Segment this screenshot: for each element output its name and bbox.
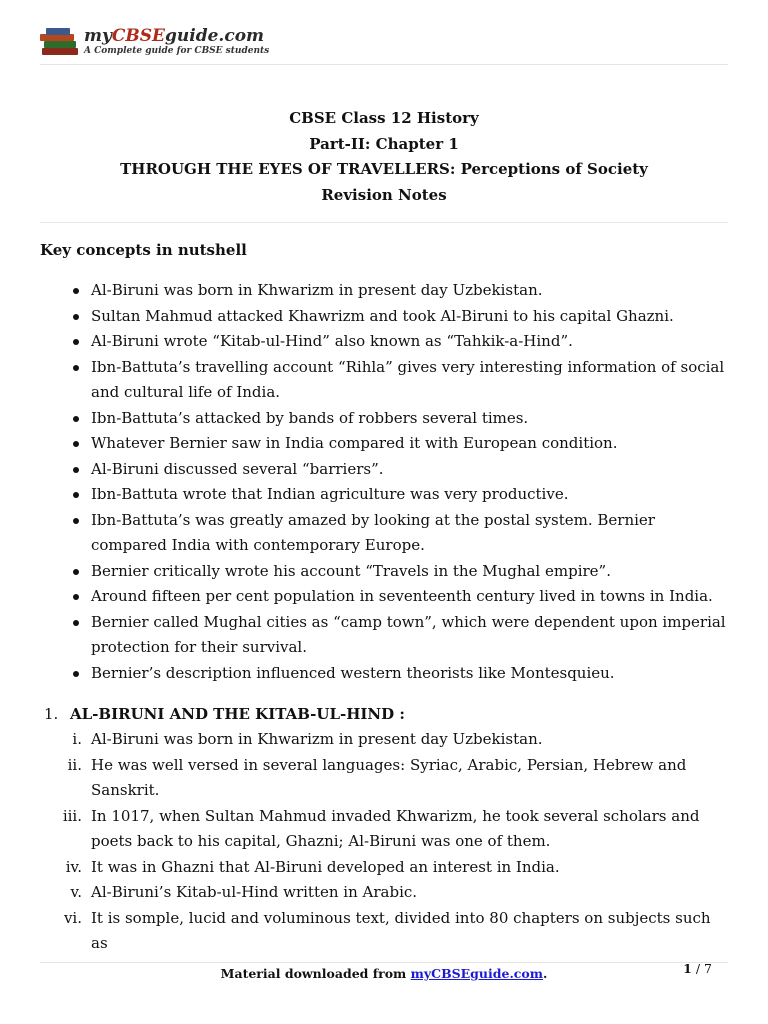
list-item xyxy=(40,906,730,957)
item-number: iv. xyxy=(65,857,82,876)
title-class: CBSE Class 12 History xyxy=(289,109,479,127)
list-item: Whatever Bernier saw in India compared it with European condition. xyxy=(40,431,730,457)
list-item: Al-Biruni wrote “Kitab-ul-Hind” also known as “Tahkik-a-Hind”. xyxy=(40,329,730,355)
section-title: AL-BIRUNI AND THE KITAB-UL-HIND : xyxy=(70,705,405,723)
item-number: iii. xyxy=(62,806,82,825)
item-text: Al-Biruni was born in Khwarizm in present day Uzbekistan. xyxy=(91,730,543,748)
page-header xyxy=(40,24,728,65)
key-concepts-heading: Key concepts in nutshell xyxy=(40,241,247,259)
section-number: 1. xyxy=(44,705,59,723)
page-footer xyxy=(40,962,728,986)
divider xyxy=(40,222,728,223)
item-text: It was in Ghazni that Al-Biruni developed an interest in India. xyxy=(91,857,560,876)
section-heading xyxy=(40,702,405,728)
item-text: He was well versed in several languages: Syriac, Arabic, Persian, Hebrew and Sanskrit. xyxy=(91,755,687,799)
list-item: Ibn-Battuta wrote that Indian agriculture was very productive. xyxy=(40,482,730,508)
list-item: Bernier critically wrote his account “Travels in the Mughal empire”. xyxy=(40,559,730,585)
item-number: vi. xyxy=(63,908,82,927)
list-item: Around fifteen per cent population in seventeenth century lived in towns in India. xyxy=(40,584,730,610)
list-item: Ibn-Battuta’s was greatly amazed by looking at the postal system. Bernier compared India with contemporary Europe. xyxy=(40,508,730,559)
item-number: i. xyxy=(72,730,82,748)
list-item: Al-Biruni discussed several “barriers”. xyxy=(40,457,730,483)
item-text: Al-Biruni’s Kitab-ul-Hind written in Arabic. xyxy=(91,883,418,901)
item-number: v. xyxy=(70,883,82,901)
footer-link[interactable]: myCBSEguide.com xyxy=(410,966,543,981)
list-item xyxy=(40,727,730,753)
site-logo[interactable] xyxy=(40,28,269,58)
document-title xyxy=(40,106,728,208)
books-icon xyxy=(40,28,80,58)
item-number: ii. xyxy=(67,755,82,774)
key-concepts-list xyxy=(40,278,730,686)
section-list xyxy=(40,727,730,957)
list-item xyxy=(40,855,730,881)
title-notes: Revision Notes xyxy=(321,185,447,204)
item-text: In 1017, when Sultan Mahmud invaded Khwarizm, he took several scholars and poets back to his capital, Ghazni; Al-Biruni was one of them. xyxy=(91,806,700,850)
list-item: Sultan Mahmud attacked Khawrizm and took Al-Biruni to his capital Ghazni. xyxy=(40,304,730,330)
item-text: It is somple, lucid and voluminous text, divided into 80 chapters on subjects such as xyxy=(91,908,711,952)
list-item xyxy=(40,753,730,804)
title-chapter: THROUGH THE EYES OF TRAVELLERS: Perceptions of Society xyxy=(120,160,648,178)
list-item xyxy=(40,804,730,855)
logo-name: myCBSEguide.com xyxy=(84,26,265,46)
list-item: Ibn-Battuta’s attacked by bands of robbers several times. xyxy=(40,406,730,432)
title-part: Part-II: Chapter 1 xyxy=(309,134,459,153)
list-item: Ibn-Battuta’s travelling account “Rihla” gives very interesting information of social and cultural life of India. xyxy=(40,355,730,406)
page-number: 1 / 7 xyxy=(683,961,712,976)
footer-text: Material downloaded from myCBSEguide.com. xyxy=(220,966,548,981)
logo-tagline: A Complete guide for CBSE students xyxy=(84,46,270,56)
list-item: Al-Biruni was born in Khwarizm in present day Uzbekistan. xyxy=(40,278,730,304)
list-item: Bernier called Mughal cities as “camp town”, which were dependent upon imperial protection for their survival. xyxy=(40,610,730,661)
list-item: Bernier’s description influenced western theorists like Montesquieu. xyxy=(40,661,730,687)
list-item xyxy=(40,880,730,906)
